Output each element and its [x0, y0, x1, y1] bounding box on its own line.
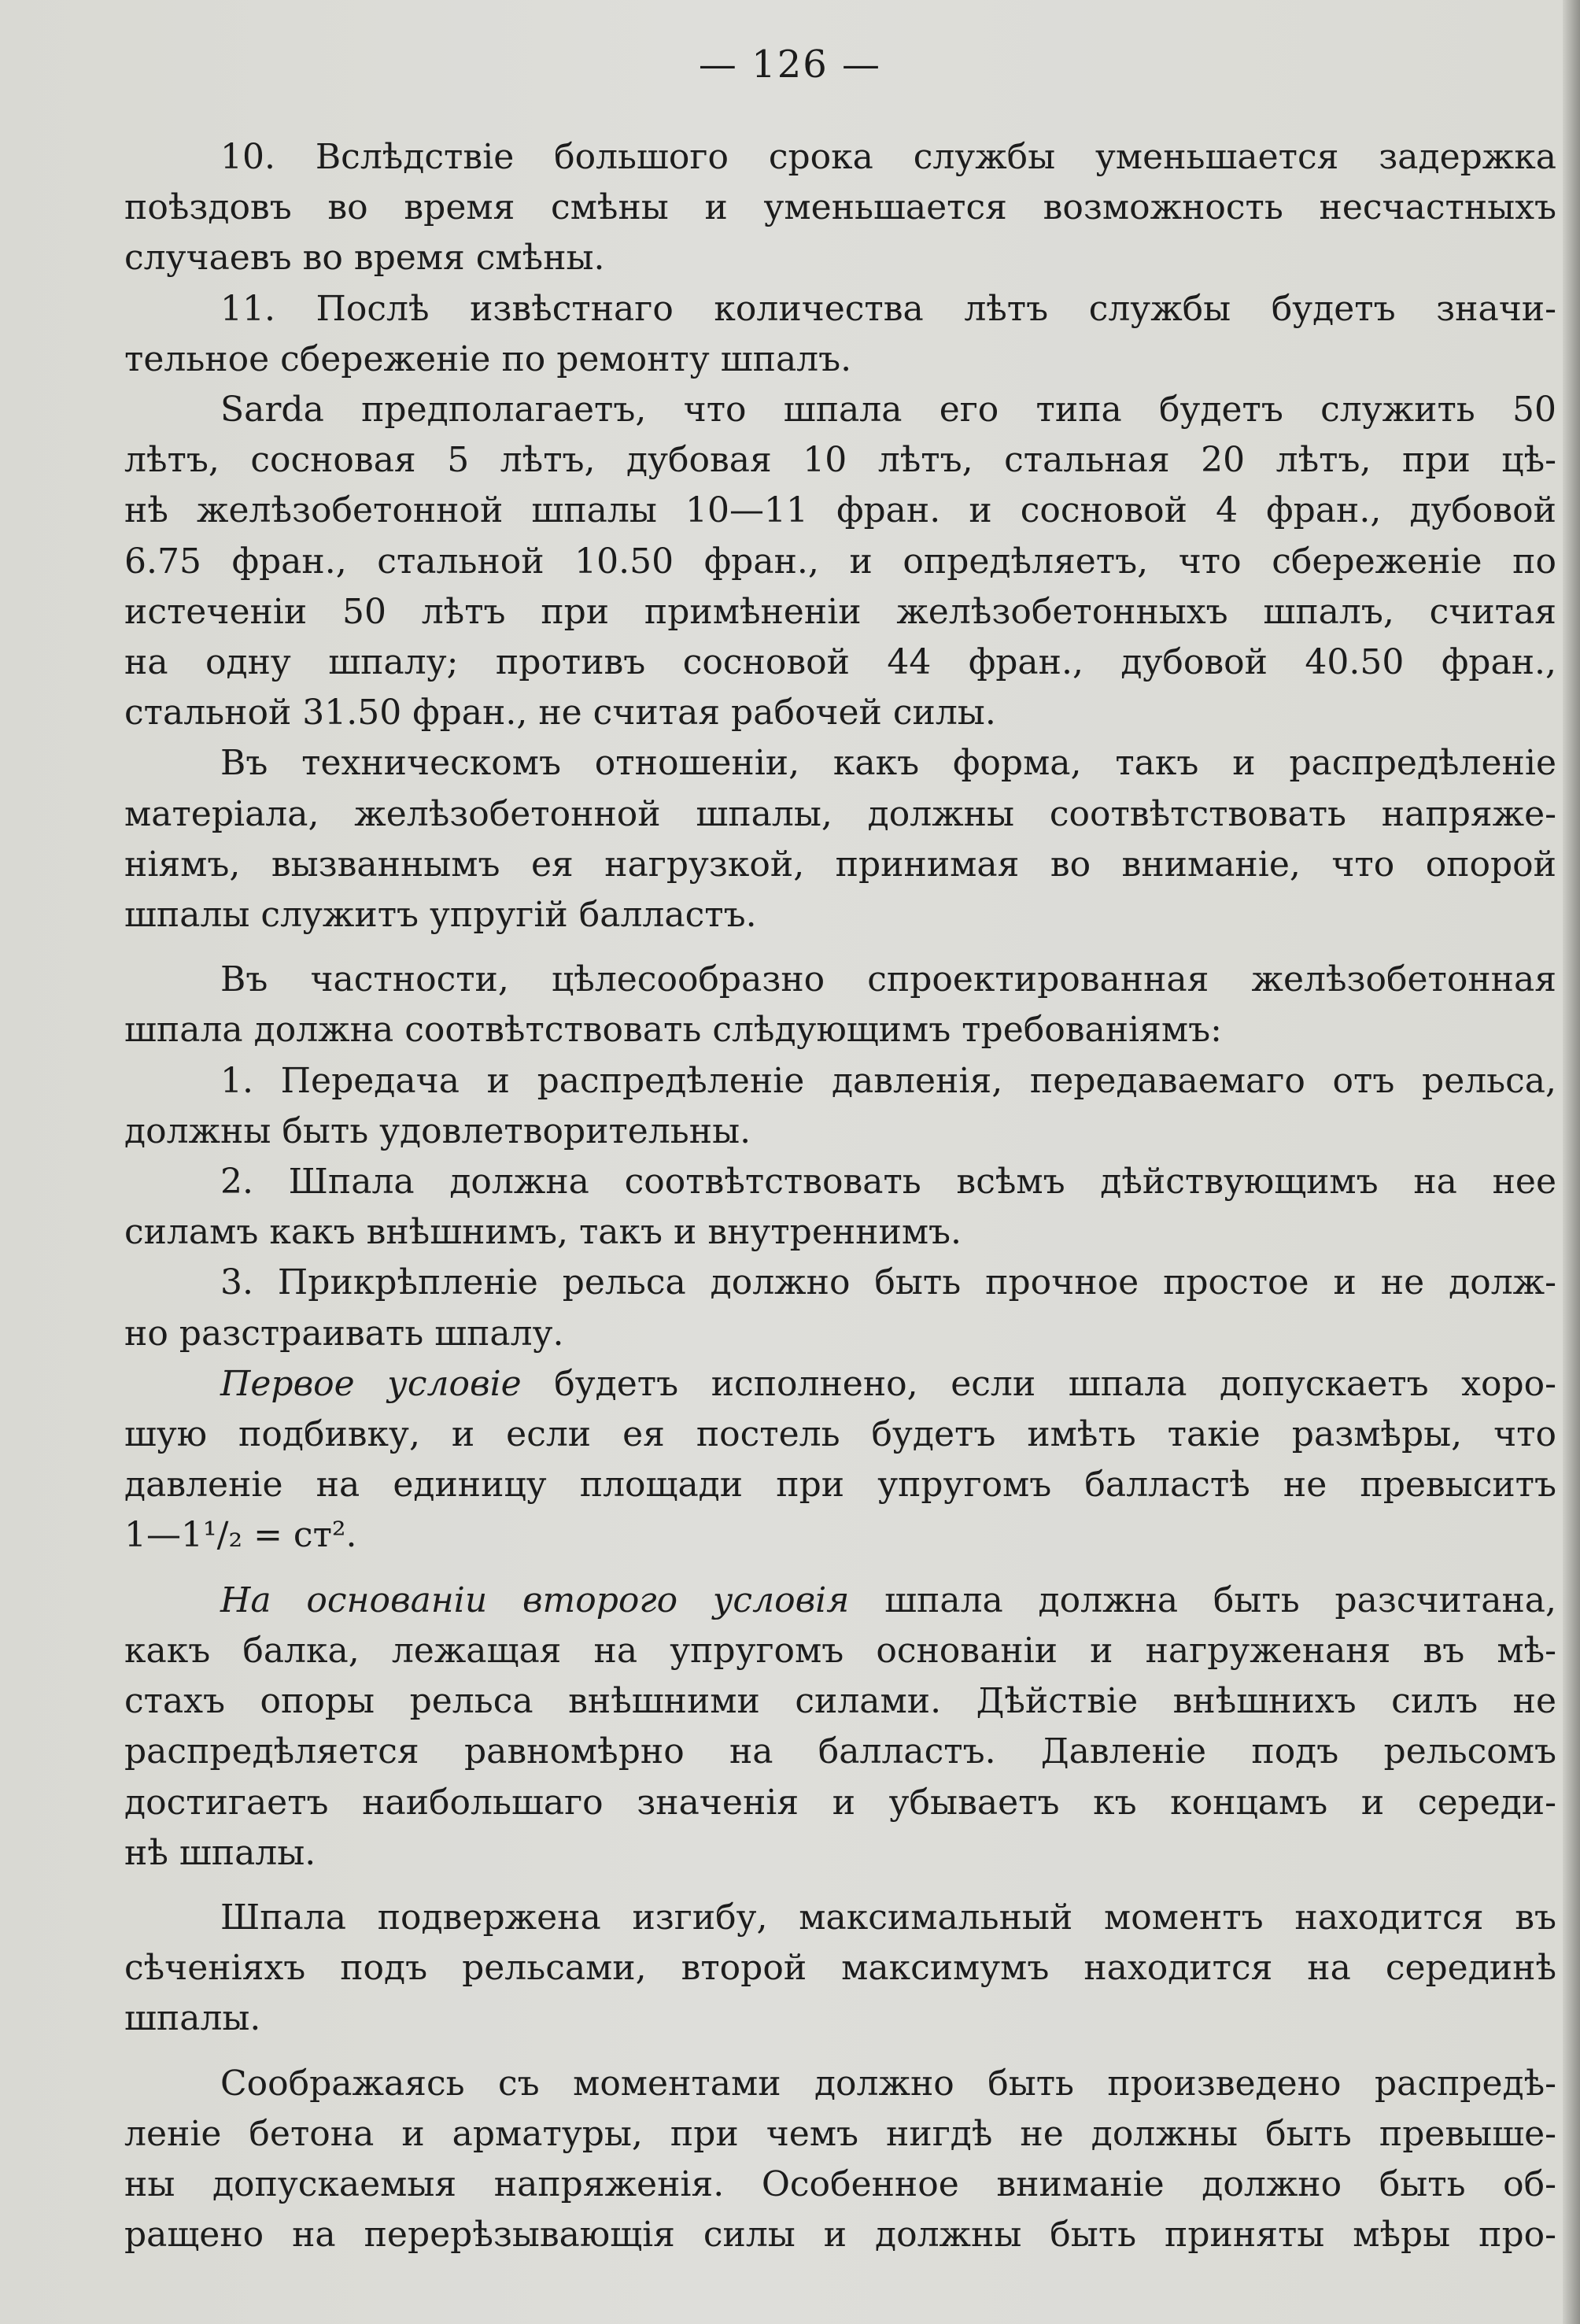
text-line: тельное сбереженіе по ремонту шпалъ. [124, 338, 852, 379]
text-line: нѣ шпалы. [124, 1832, 316, 1873]
requirement-3 [124, 1258, 1556, 1358]
italic-lead: Первое условіе [220, 1363, 522, 1404]
text-line: Sarda предполагаетъ, что шпала его типа будетъ служить 50 [220, 390, 1556, 430]
text-line: поѣздовъ во время смѣны и уменьшается возможность несчастныхъ [124, 187, 1556, 228]
text-line: должны быть удовлетворительны. [124, 1110, 751, 1151]
text-line: лѣтъ, сосновая 5 лѣтъ, дубовая 10 лѣтъ, стальная 20 лѣтъ, при цѣ- [124, 440, 1556, 481]
text-line: нѣ желѣзобетонной шпалы 10—11 фран. и сосновой 4 фран., дубовой [124, 490, 1556, 531]
text-line: 1. Передача и распредѣленіе давленія, передаваемаго отъ рельса, [220, 1060, 1556, 1101]
paragraph-11 [124, 284, 1556, 385]
paragraph-first-condition [124, 1359, 1556, 1561]
text-line: 3. Прикрѣпленіе рельса должно быть прочное простое и не долж- [220, 1262, 1556, 1303]
text-line: 2. Шпала должна соотвѣтствовать всѣмъ дѣйствующимъ на нее [220, 1162, 1556, 1203]
text-line: леніе бетона и арматуры, при чемъ нигдѣ не должны быть превыше- [124, 2113, 1556, 2154]
text-line: стальной 31.50 фран., не считая рабочей силы. [124, 693, 996, 733]
paragraph-second-condition [124, 1576, 1556, 1879]
text-line [124, 1576, 1556, 1626]
paragraph-technical [124, 738, 1556, 940]
body-text [124, 132, 1556, 2260]
italic-lead: На основаніи второго условія [220, 1580, 850, 1620]
paragraph-bending [124, 1893, 1556, 2045]
text-line: на одну шпалу; противъ сосновой 44 фран., дубовой 40.50 фран., [124, 642, 1556, 683]
text-line: Въ техническомъ отношеніи, какъ форма, такъ и распредѣленіе [220, 743, 1556, 784]
text-line: 10. Вслѣдствіе большого срока службы уменьшается задержка [220, 137, 1556, 177]
text-line: шпалы. [124, 1998, 261, 2039]
requirement-2 [124, 1157, 1556, 1258]
text-line: 11. Послѣ извѣстнаго количества лѣтъ службы будетъ значи- [220, 288, 1556, 329]
page-number: — 126 — [698, 42, 882, 87]
text-line: Шпала подвержена изгибу, максимальный моментъ находится въ [220, 1897, 1556, 1938]
paragraph-requirements [124, 955, 1556, 1055]
text-line: какъ балка, лежащая на упругомъ основаніи и нагруженаня въ мѣ- [124, 1630, 1556, 1671]
text-line: ны допускаемыя напряженія. Особенное вниманіе должно быть об- [124, 2163, 1556, 2204]
text-line: распредѣляется равномѣрно на балластъ. Давленіе подъ рельсомъ [124, 1731, 1556, 1772]
text-line: шую подбивку, и если ея постель будетъ имѣть такіе размѣры, что [124, 1414, 1556, 1455]
page-edge-shadow [1563, 0, 1580, 2324]
text-line: шпалы служитъ упругій балластъ. [124, 895, 757, 936]
text-line: истеченіи 50 лѣтъ при примѣненіи желѣзобетонныхъ шпалъ, считая [124, 591, 1556, 632]
text-line: Соображаясь съ моментами должно быть произведено распредѣ- [220, 2063, 1556, 2104]
text-line: но разстраивать шпалу. [124, 1313, 564, 1354]
text-line: стахъ опоры рельса внѣшними силами. Дѣйствіе внѣшнихъ силъ не [124, 1681, 1556, 1722]
text-line: Въ частности, цѣлесообразно спроектированная желѣзобетонная [220, 959, 1556, 1000]
text-line: шпала должна соотвѣтствовать слѣдующимъ требованіямъ: [124, 1010, 1222, 1051]
text-line: 1—1¹/₂ = ст². [124, 1515, 357, 1556]
text-line: ращено на перерѣзывающія силы и должны быть приняты мѣры про- [124, 2215, 1556, 2256]
text-line: давленіе на единицу площади при упругомъ балластѣ не превыситъ [124, 1465, 1556, 1506]
text-line [124, 1359, 1556, 1410]
text-line-rest: будетъ исполнено, если шпала допускаетъ хоро- [521, 1363, 1556, 1404]
text-line: случаевъ во время смѣны. [124, 238, 605, 279]
text-line: достигаетъ наибольшаго значенія и убываетъ къ концамъ и середи- [124, 1782, 1556, 1823]
text-line: 6.75 фран., стальной 10.50 фран., и опредѣляетъ, что сбереженіе по [124, 541, 1556, 582]
text-line: сѣченіяхъ подъ рельсами, второй максимумъ находится на серединѣ [124, 1948, 1556, 1989]
paragraph-10 [124, 132, 1556, 284]
requirement-1 [124, 1056, 1556, 1157]
text-line: ніямъ, вызваннымъ ея нагрузкой, принимая во вниманіе, что опорой [124, 844, 1556, 885]
paragraph-moments [124, 2059, 1556, 2261]
text-line: матеріала, желѣзобетонной шпалы, должны соотвѣтствовать напряже- [124, 793, 1556, 834]
paragraph-sarda [124, 385, 1556, 738]
text-line: силамъ какъ внѣшнимъ, такъ и внутреннимъ. [124, 1212, 962, 1253]
text-line-rest: шпала должна быть разсчитана, [849, 1580, 1556, 1620]
